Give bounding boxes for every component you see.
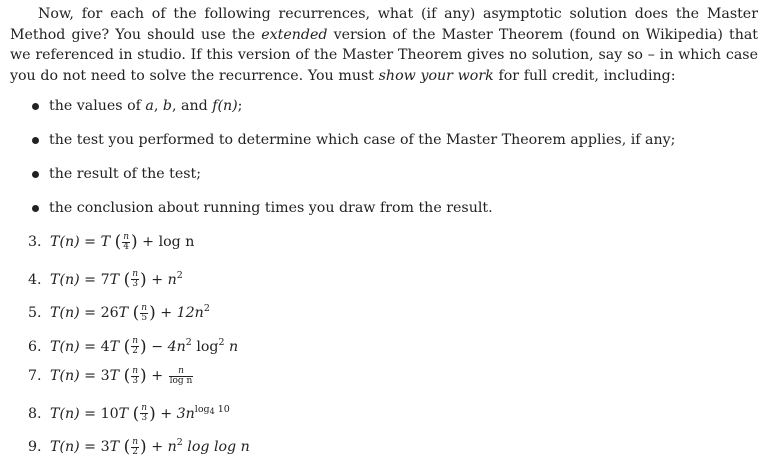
recurrence-tail: + n — [146, 439, 177, 455]
recurrence-lhs: T(n) — [50, 368, 80, 384]
recurrence-item: 9. T(n) = 3T ( $\frac{n}{2}$ ) + $n^2$ log log n — [28, 436, 250, 457]
recurrence-T: T — [100, 234, 111, 250]
recurrence-item: 7. T(n) = 3T ( $\frac{n}{3}$ ) + $\frac{n}{\text{log n}}$ — [28, 365, 193, 386]
fraction-denominator: 5 — [141, 312, 148, 323]
problem-number: 4. — [28, 271, 42, 288]
equals-sign: = — [79, 368, 101, 384]
exponent — [195, 404, 230, 415]
fraction — [131, 438, 139, 457]
log-term: log — [191, 338, 219, 355]
variable-n: n — [224, 338, 239, 355]
exponent: 2 — [176, 437, 183, 448]
fraction-denominator: 2 — [132, 446, 139, 457]
bullet-text: the conclusion about running times you draw from the result. — [49, 200, 493, 216]
recurrence-lhs: T(n) — [50, 439, 80, 455]
recurrence-lhs: T(n) — [50, 338, 80, 355]
problem-number: 6. — [28, 338, 42, 355]
fraction-numerator: n — [132, 436, 139, 447]
intro-text-3: for full credit, including: — [493, 67, 676, 84]
coefficient: 7 — [100, 271, 110, 288]
fraction-denominator: 3 — [141, 413, 148, 423]
fraction-denominator: log n — [169, 375, 193, 386]
intro-emphasis-extended: extended — [261, 26, 328, 43]
fraction-numerator: n — [132, 269, 139, 279]
recurrence-tail: + 12n — [155, 305, 204, 321]
coefficient: 3 — [100, 368, 110, 384]
bullet-icon — [32, 205, 39, 212]
problem-number: 5. — [28, 305, 42, 321]
fraction — [131, 367, 139, 386]
bullet-text: ; — [237, 98, 243, 114]
fraction — [140, 404, 148, 423]
equals-sign: = — [79, 405, 101, 422]
requirements-list — [30, 96, 675, 232]
equals-sign: = — [79, 234, 101, 250]
recurrence-lhs: T(n) — [50, 305, 80, 321]
recurrence-tail: − 4n — [146, 338, 186, 355]
bullet-icon — [32, 103, 39, 110]
recurrence-T: T — [109, 439, 120, 455]
problem-number: 9. — [28, 439, 42, 455]
list-item — [30, 164, 675, 198]
exponent: 2 — [176, 269, 183, 281]
fraction-numerator: n — [132, 336, 139, 346]
exponent: 2 — [203, 303, 210, 314]
fraction — [140, 304, 148, 323]
recurrence-item: 3. T(n) = T ( $\frac{n}{4}$ ) + log n — [28, 231, 195, 252]
coefficient: 26 — [100, 305, 119, 321]
log-base: 4 — [209, 406, 215, 416]
exponent: 2 — [218, 336, 225, 348]
math-b: b — [162, 98, 172, 114]
recurrence-tail: + 3n — [155, 405, 195, 422]
math-a: a — [145, 98, 154, 114]
intro-emphasis-show-work: show your work — [378, 67, 494, 84]
coefficient: 3 — [100, 439, 110, 455]
recurrence-lhs: T(n) — [50, 234, 80, 250]
coefficient: 4 — [100, 338, 110, 355]
fraction — [131, 270, 139, 289]
recurrence-tail: + n — [146, 271, 177, 288]
equals-sign: = — [79, 439, 101, 455]
problem-number: 8. — [28, 405, 42, 422]
exponent: 2 — [185, 336, 192, 348]
recurrence-item: 8. T(n) = 10T ( $\frac{n}{3}$ ) + $3n^{log_4 10}$ — [28, 403, 230, 424]
recurrence-item: 4. T(n) = 7T ( $\frac{n}{3}$ ) + $n^2$ — [28, 269, 183, 290]
problem-number: 7. — [28, 368, 42, 384]
recurrence-tail: + — [146, 368, 168, 384]
tail-fraction — [169, 367, 194, 386]
recurrence-lhs: T(n) — [50, 271, 80, 288]
math-f-of-n: f(n) — [212, 98, 238, 114]
list-item — [30, 198, 675, 232]
intro-text-2: version of the Master Theorem (found on Wikipedia) that we referenced in studio. If this version of the Master Theorem gives no solution, say so – in which case you do not need to solve the recurrence. You must — [10, 26, 758, 84]
fraction — [131, 337, 139, 356]
fraction-numerator: n — [141, 302, 148, 313]
recurrence-tail: + log n — [137, 234, 195, 250]
fraction-denominator: 4 — [123, 241, 129, 252]
fraction-denominator: 2 — [132, 346, 139, 356]
recurrence-lhs: T(n) — [50, 405, 80, 422]
recurrence-T: T — [118, 305, 129, 321]
recurrence-T: T — [118, 405, 129, 422]
fraction-denominator: 3 — [132, 375, 139, 386]
bullet-icon — [32, 137, 39, 144]
exponent-arg: 10 — [214, 403, 230, 415]
intro-text-1: Now, for each of the following recurrences, what (if any) asymptotic solution does the Master Method give? You should use the — [10, 6, 758, 43]
recurrence-item: 5. T(n) = 26T ( $\frac{n}{5}$ ) + $12n^2$ — [28, 302, 210, 323]
equals-sign: = — [79, 305, 101, 321]
bullet-text: the values of — [49, 98, 146, 114]
bullet-text: , and — [171, 98, 213, 114]
intro-paragraph — [10, 4, 758, 86]
list-item — [30, 130, 675, 164]
equals-sign: = — [79, 271, 101, 288]
fraction-denominator: 3 — [132, 279, 139, 289]
equals-sign: = — [79, 338, 101, 355]
bullet-text: , — [153, 98, 163, 114]
recurrence-T: T — [109, 368, 120, 384]
bullet-text: the test you performed to determine which case of the Master Theorem applies, if any; — [49, 132, 676, 148]
problem-number: 3. — [28, 234, 42, 250]
recurrence-list — [28, 232, 250, 467]
bullet-text: the result of the test; — [49, 166, 201, 182]
fraction-numerator: n — [141, 403, 148, 413]
list-item — [30, 96, 675, 130]
recurrence-item: 6. T(n) = 4T ( $\frac{n}{2}$ ) − $4n^2$ $\log^2 n$ — [28, 336, 239, 357]
fraction-numerator: n — [123, 231, 130, 242]
log-log-term: log log n — [182, 439, 250, 455]
recurrence-T: T — [109, 271, 120, 288]
fraction-numerator: n — [169, 367, 194, 377]
bullet-icon — [32, 171, 39, 178]
exponent-log: log — [194, 403, 210, 415]
fraction-numerator: n — [132, 365, 139, 376]
coefficient: 10 — [100, 405, 119, 422]
recurrence-T: T — [109, 338, 120, 355]
fraction — [122, 233, 130, 252]
